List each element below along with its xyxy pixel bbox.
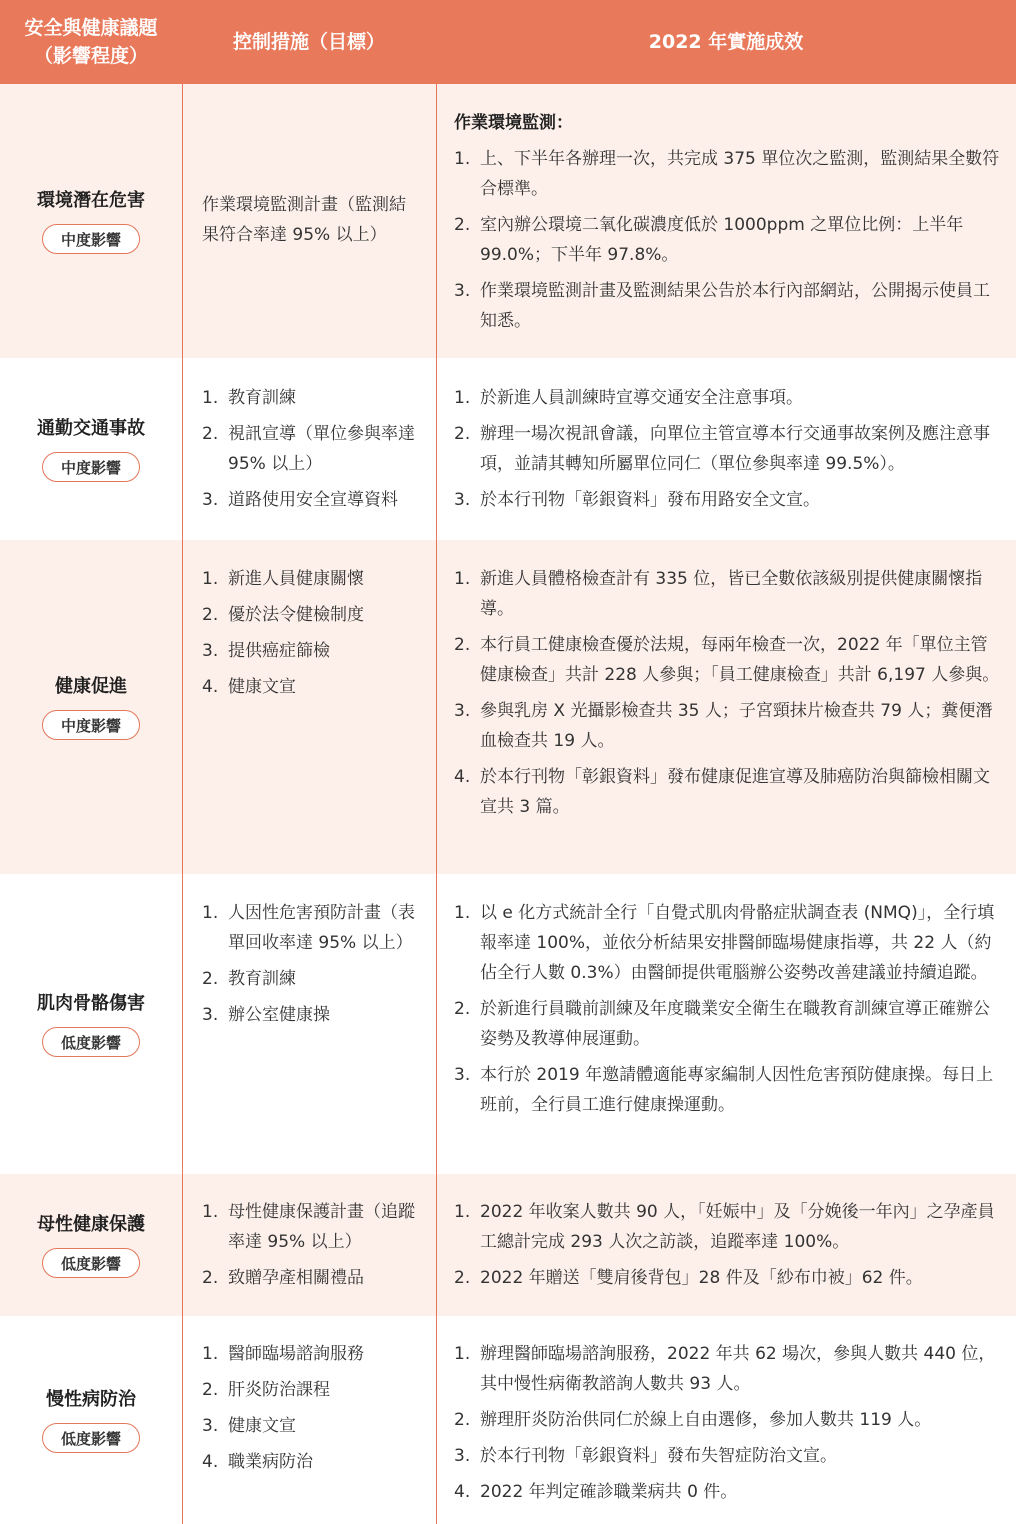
measures-cell xyxy=(182,540,436,874)
list-item: 2. 室內辦公環境二氧化碳濃度低於 1000ppm 之單位比例：上半年 99.0%；下半年 97.8%。 xyxy=(454,215,964,265)
topic-cell xyxy=(0,1174,182,1316)
topic-cell xyxy=(0,358,182,540)
list-item: 2. 肝炎防治課程 xyxy=(202,1380,330,1400)
topic-name: 環境潛在危害 xyxy=(37,190,145,211)
results-list xyxy=(454,144,1002,336)
table-row xyxy=(0,84,1016,358)
list-item: 2. 辦理一場次視訊會議，向單位主管宣導本行交通事故案例及應注意事項，並請其轉知所屬單位同仁（單位參與率達 99.5%）。 xyxy=(454,424,990,474)
list-item: 1. 辦理醫師臨場諮詢服務，2022 年共 62 場次，參與人數共 440 位，其中慢性病衛教諮詢人數共 93 人。 xyxy=(454,1344,996,1394)
results-cell xyxy=(436,358,1016,540)
results-list xyxy=(454,898,1002,1120)
list-item: 1. 新進人員健康關懷 xyxy=(202,569,364,589)
column-divider xyxy=(182,84,183,1524)
topic-name: 通勤交通事故 xyxy=(37,418,145,439)
topic-name: 慢性病防治 xyxy=(46,1389,136,1410)
list-item: 1. 2022 年收案人數共 90 人，「妊娠中」及「分娩後一年內」之孕產員工總計完成 293 人次之訪談，追蹤率達 100%。 xyxy=(454,1202,995,1252)
list-item: 2. 本行員工健康檢查優於法規，每兩年檢查一次，2022 年「單位主管健康檢查」共計 228 人參與；「員工健康檢查」共計 6,197 人參與。 xyxy=(454,635,1000,685)
list-item: 1. 母性健康保護計畫（追蹤率達 95% 以上） xyxy=(202,1202,415,1252)
impact-badge: 低度影響 xyxy=(42,1248,140,1278)
list-item: 1. 以 e 化方式統計全行「自覺式肌肉骨骼症狀調查表 (NMQ)」，全行填報率達 100%，並依分析結果安排醫師臨場健康指導，共 22 人（約佔全行人數 0.3%）由醫師提供電腦辦公姿勢改善建議並持續追蹤。 xyxy=(454,903,995,983)
list-item: 2. 於新進行員職前訓練及年度職業安全衛生在職教育訓練宣導正確辦公姿勢及教導伸展運動。 xyxy=(454,999,990,1049)
results-list xyxy=(454,1339,1002,1507)
table-header xyxy=(0,0,1016,84)
list-item: 1. 教育訓練 xyxy=(202,388,296,408)
measures-cell xyxy=(182,1316,436,1524)
results-list xyxy=(454,564,1002,822)
table-row xyxy=(0,358,1016,540)
list-item: 3. 健康文宣 xyxy=(202,1416,296,1436)
topic-cell xyxy=(0,540,182,874)
list-item: 3. 道路使用安全宣導資料 xyxy=(202,490,398,510)
measure-text: 作業環境監測計畫（監測結果符合率達 95% 以上） xyxy=(202,195,406,245)
list-item: 4. 2022 年判定確診職業病共 0 件。 xyxy=(454,1482,738,1502)
list-item: 4. 健康文宣 xyxy=(202,677,296,697)
topic-cell xyxy=(0,84,182,358)
topic-cell xyxy=(0,1316,182,1524)
impact-badge: 中度影響 xyxy=(42,710,140,740)
table-row xyxy=(0,874,1016,1174)
measures-list xyxy=(202,383,420,515)
table-row xyxy=(0,540,1016,874)
list-item: 1. 於新進人員訓練時宣導交通安全注意事項。 xyxy=(454,388,803,408)
header-results: 2022 年實施成效 xyxy=(648,31,804,53)
list-item: 1. 新進人員體格檢查計有 335 位，皆已全數依該級別提供健康關懷指導。 xyxy=(454,569,983,619)
results-list xyxy=(454,383,1002,515)
list-item: 3. 於本行刊物「彰銀資料」發布用路安全文宣。 xyxy=(454,490,820,510)
impact-badge: 低度影響 xyxy=(42,1027,140,1057)
results-cell xyxy=(436,540,1016,874)
list-item: 2. 辦理肝炎防治供同仁於線上自由選修，參加人數共 119 人。 xyxy=(454,1410,932,1430)
column-divider xyxy=(436,84,437,1524)
list-item: 3. 於本行刊物「彰銀資料」發布失智症防治文宣。 xyxy=(454,1446,837,1466)
header-topic-line1: 安全與健康議題 xyxy=(24,17,158,39)
results-cell xyxy=(436,874,1016,1174)
list-item: 2. 教育訓練 xyxy=(202,969,296,989)
list-item: 4. 職業病防治 xyxy=(202,1452,313,1472)
table-row xyxy=(0,1174,1016,1316)
list-item: 1. 上、下半年各辦理一次，共完成 375 單位次之監測，監測結果全數符合標準。 xyxy=(454,149,1000,199)
list-item: 1. 人因性危害預防計畫（表單回收率達 95% 以上） xyxy=(202,903,415,953)
impact-badge: 中度影響 xyxy=(42,452,140,482)
list-item: 4. 於本行刊物「彰銀資料」發布健康促進宣導及肺癌防治與篩檢相關文宣共 3 篇。 xyxy=(454,767,990,817)
table-row xyxy=(0,1316,1016,1524)
results-cell xyxy=(436,1316,1016,1524)
results-cell xyxy=(436,1174,1016,1316)
topic-cell xyxy=(0,874,182,1174)
header-topic xyxy=(0,0,182,84)
measures-cell xyxy=(182,84,436,358)
results-cell xyxy=(436,84,1016,358)
measures-cell xyxy=(182,1174,436,1316)
measures-list xyxy=(202,1339,420,1477)
measures-list xyxy=(202,564,420,702)
topic-name: 健康促進 xyxy=(55,676,127,697)
measures-list xyxy=(202,1197,420,1293)
header-topic-line2: （影響程度） xyxy=(33,45,148,67)
list-item: 3. 參與乳房 X 光攝影檢查共 35 人；子宮頸抹片檢查共 79 人；糞便潛血檢查共 19 人。 xyxy=(454,701,993,751)
list-item: 3. 作業環境監測計畫及監測結果公告於本行內部網站，公開揭示使員工知悉。 xyxy=(454,281,990,331)
list-item: 3. 本行於 2019 年邀請體適能專家編制人因性危害預防健康操。每日上班前，全行員工進行健康操運動。 xyxy=(454,1065,994,1115)
topic-name: 肌肉骨骼傷害 xyxy=(37,993,145,1014)
impact-badge: 低度影響 xyxy=(42,1423,140,1453)
list-item: 2. 視訊宣導（單位參與率達 95% 以上） xyxy=(202,424,415,474)
list-item: 2. 致贈孕產相關禮品 xyxy=(202,1268,364,1288)
list-item: 3. 辦公室健康操 xyxy=(202,1005,330,1025)
measures-list xyxy=(202,898,420,1030)
results-list xyxy=(454,1197,1002,1293)
measures-cell xyxy=(182,874,436,1174)
impact-badge: 中度影響 xyxy=(42,224,140,254)
measures-cell xyxy=(182,358,436,540)
list-item: 2. 優於法令健檢制度 xyxy=(202,605,364,625)
header-measures: 控制措施（目標） xyxy=(232,31,385,53)
result-title: 作業環境監測： xyxy=(454,113,573,133)
list-item: 2. 2022 年贈送「雙肩後背包」28 件及「紗布巾被」62 件。 xyxy=(454,1268,923,1288)
list-item: 3. 提供癌症篩檢 xyxy=(202,641,330,661)
topic-name: 母性健康保護 xyxy=(37,1214,145,1235)
list-item: 1. 醫師臨場諮詢服務 xyxy=(202,1344,364,1364)
